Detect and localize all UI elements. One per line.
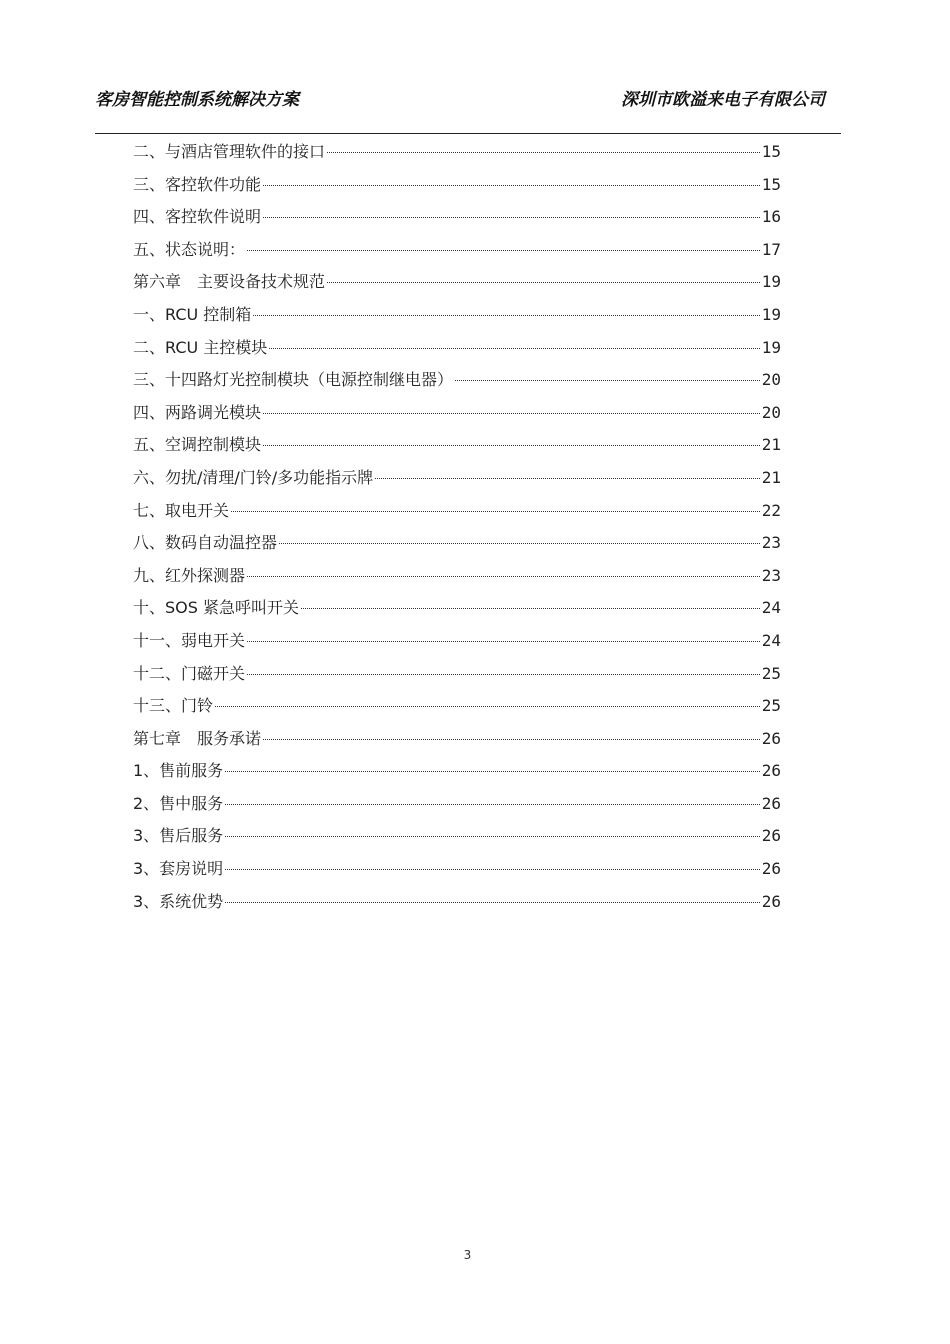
toc-entry-page-number: 21 [761, 467, 781, 487]
toc-entry-label: 3、套房说明 [133, 859, 224, 879]
toc-dot-leader [215, 706, 760, 707]
toc-entry[interactable] [133, 399, 781, 432]
page-number: 3 [463, 1248, 472, 1262]
toc-entry-label: 六、勿扰/清理/门铃/多功能指示牌 [133, 467, 374, 487]
page-header [95, 88, 840, 118]
toc-entry-page-number: 19 [761, 272, 781, 292]
toc-entry-label: 三、客控软件功能 [133, 174, 262, 194]
toc-dot-leader [263, 445, 760, 446]
toc-dot-leader [225, 869, 760, 870]
toc-entry-page-number: 15 [761, 142, 781, 161]
toc-entry-label: 3、售后服务 [133, 826, 224, 846]
toc-dot-leader [263, 413, 760, 414]
toc-entry-page-number: 22 [761, 500, 781, 520]
document-title: 客房智能控制系统解决方案 [95, 90, 299, 110]
toc-entry-page-number: 26 [761, 826, 781, 846]
toc-entry[interactable] [133, 529, 781, 562]
toc-entry-label: 九、红外探测器 [133, 565, 246, 585]
toc-dot-leader [455, 380, 760, 381]
toc-entry[interactable] [133, 562, 781, 595]
toc-entry-page-number: 24 [761, 630, 781, 650]
toc-entry-page-number: 21 [761, 435, 781, 455]
toc-entry-label: 四、两路调光模块 [133, 402, 262, 422]
toc-dot-leader [225, 836, 760, 837]
toc-entry-label: 十、SOS 紧急呼叫开关 [133, 598, 299, 618]
toc-entry[interactable] [133, 660, 781, 693]
toc-entry-label: 一、RCU 控制箱 [133, 304, 252, 324]
toc-entry[interactable] [133, 790, 781, 823]
toc-entry[interactable] [133, 301, 781, 334]
toc-entry[interactable] [133, 497, 781, 530]
toc-entry-page-number: 19 [761, 304, 781, 324]
toc-entry-page-number: 26 [761, 891, 781, 911]
toc-entry[interactable] [133, 431, 781, 464]
toc-entry-label: 3、系统优势 [133, 891, 224, 911]
toc-entry-label: 五、空调控制模块 [133, 435, 262, 455]
toc-entry-page-number: 26 [761, 859, 781, 879]
toc-entry[interactable] [133, 268, 781, 301]
toc-dot-leader [253, 315, 759, 316]
toc-entry[interactable] [133, 203, 781, 236]
toc-entry-label: 第七章 服务承诺 [133, 728, 262, 748]
toc-entry[interactable] [133, 138, 781, 171]
toc-entry-page-number: 16 [761, 207, 781, 227]
toc-dot-leader [279, 543, 760, 544]
toc-entry-page-number: 26 [761, 793, 781, 813]
toc-entry-label: 十二、门磁开关 [133, 663, 246, 683]
toc-entry[interactable] [133, 822, 781, 855]
toc-entry-page-number: 19 [761, 337, 781, 357]
toc-entry[interactable] [133, 725, 781, 758]
toc-entry[interactable] [133, 855, 781, 888]
toc-entry[interactable] [133, 757, 781, 790]
toc-entry-label: 第六章 主要设备技术规范 [133, 272, 326, 292]
toc-entry-label: 七、取电开关 [133, 500, 230, 520]
toc-entry[interactable] [133, 171, 781, 204]
toc-entry-label: 二、与酒店管理软件的接口 [133, 142, 326, 161]
toc-entry-page-number: 20 [761, 370, 781, 390]
toc-entry-page-number: 26 [761, 728, 781, 748]
toc-entry-label: 十一、弱电开关 [133, 630, 246, 650]
toc-entry-page-number: 24 [761, 598, 781, 618]
toc-dot-leader [263, 217, 760, 218]
toc-entry-page-number: 15 [761, 174, 781, 194]
toc-dot-leader [225, 804, 760, 805]
toc-dot-leader [247, 576, 760, 577]
toc-entry[interactable] [133, 236, 781, 269]
toc-dot-leader [263, 185, 760, 186]
toc-entry-label: 二、RCU 主控模块 [133, 337, 268, 357]
toc-entry-label: 2、售中服务 [133, 793, 224, 813]
toc-entry-page-number: 25 [761, 663, 781, 683]
toc-dot-leader [263, 739, 760, 740]
toc-entry-page-number: 23 [761, 565, 781, 585]
toc-dot-leader [231, 511, 760, 512]
toc-entry-label: 三、十四路灯光控制模块（电源控制继电器） [133, 370, 454, 390]
toc-entry-label: 八、数码自动温控器 [133, 533, 278, 553]
toc-entry-label: 1、售前服务 [133, 761, 224, 781]
toc-entry[interactable] [133, 334, 781, 367]
toc-dot-leader [269, 348, 759, 349]
toc-entry-label: 五、状态说明： [133, 239, 246, 259]
toc-dot-leader [247, 674, 760, 675]
toc-entry[interactable] [133, 692, 781, 725]
toc-entry[interactable] [133, 594, 781, 627]
toc-entry-page-number: 26 [761, 761, 781, 781]
toc-entry-page-number: 20 [761, 402, 781, 422]
company-name: 深圳市欧溢来电子有限公司 [621, 90, 825, 110]
toc-entry-page-number: 23 [761, 533, 781, 553]
toc-entry-label: 十三、门铃 [133, 696, 214, 716]
toc-entry[interactable] [133, 888, 781, 921]
toc-entry-page-number: 17 [761, 239, 781, 259]
toc-entry[interactable] [133, 464, 781, 497]
toc-dot-leader [327, 152, 760, 153]
toc-entry-page-number: 25 [761, 696, 781, 716]
toc-dot-leader [327, 282, 760, 283]
toc-entry[interactable] [133, 627, 781, 660]
toc-dot-leader [375, 478, 760, 479]
toc-dot-leader [247, 641, 760, 642]
table-of-contents [133, 138, 781, 920]
toc-dot-leader [225, 902, 760, 903]
toc-dot-leader [247, 250, 760, 251]
toc-entry-label: 四、客控软件说明 [133, 207, 262, 227]
toc-dot-leader [225, 771, 760, 772]
header-divider [95, 133, 841, 134]
toc-entry[interactable] [133, 366, 781, 399]
toc-dot-leader [301, 608, 760, 609]
